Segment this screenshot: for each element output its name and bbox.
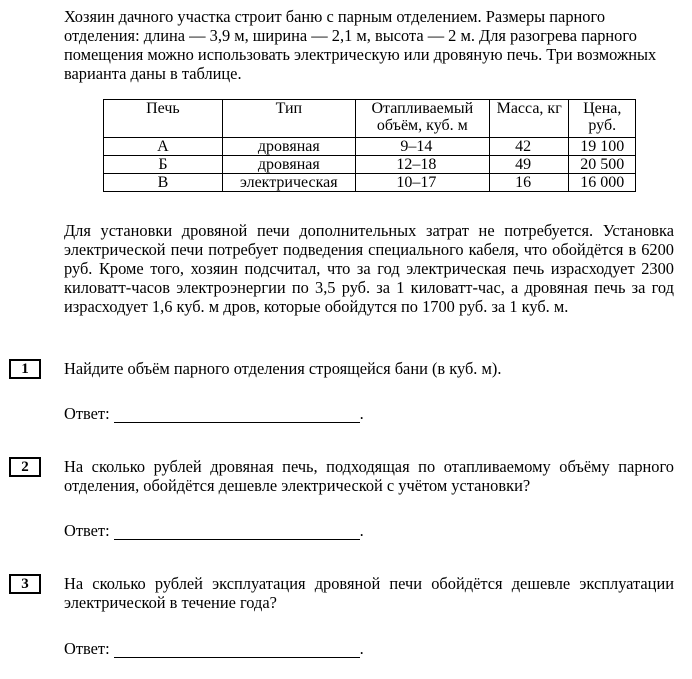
answer-end: . bbox=[359, 521, 364, 540]
table-cell: 9–14 bbox=[355, 138, 489, 156]
question-number-3: 3 bbox=[9, 574, 41, 594]
answer-field-1[interactable] bbox=[114, 405, 360, 423]
table-header-row bbox=[104, 100, 636, 138]
answer-block-1 bbox=[64, 404, 364, 426]
answer-label: Ответ: bbox=[64, 521, 110, 540]
table-cell: 10–17 bbox=[355, 174, 489, 192]
answer-block-3 bbox=[64, 639, 364, 661]
table-cell: 42 bbox=[489, 138, 569, 156]
answer-field-2[interactable] bbox=[114, 522, 360, 540]
column-header-stove: Печь bbox=[104, 100, 223, 138]
table-cell: 19 100 bbox=[569, 138, 636, 156]
table-cell: 20 500 bbox=[569, 156, 636, 174]
table-cell: 16 000 bbox=[569, 174, 636, 192]
table-cell: 12–18 bbox=[355, 156, 489, 174]
table-cell: 16 bbox=[489, 174, 569, 192]
answer-field-3[interactable] bbox=[114, 640, 360, 658]
question-text-3: На сколько рублей эксплуатация дровяной печи обойдётся дешевле эксплуатации электрической в течение года? bbox=[64, 574, 674, 612]
table-cell: 49 bbox=[489, 156, 569, 174]
conditions-paragraph: Для установки дровяной печи дополнительных затрат не потребуется. Установка электрической печи потребует подведения специального кабеля, что обойдётся в 6200 руб. Кроме того, хозяин подсчитал, что за год электрическая печь израсходует 2300 киловатт-часов электроэнергии по 3,5 руб. за 1 киловатт-час, а дровяная печь за год израсходует 1,6 куб. м дров, которые обойдутся по 1700 руб. за 1 куб. м. bbox=[64, 221, 674, 316]
table-cell: В bbox=[104, 174, 223, 192]
table-row bbox=[104, 174, 636, 192]
column-header-type: Тип bbox=[222, 100, 355, 138]
question-number-2: 2 bbox=[9, 457, 41, 477]
table-row bbox=[104, 156, 636, 174]
intro-paragraph: Хозяин дачного участка строит баню с парным отделением. Размеры парного отделения: длина — 3,9 м, ширина — 2,1 м, высота — 2 м. Для разогрева парного помещения можно использовать электрическую или дровяную печь. Три возможных варианта даны в таблице. bbox=[64, 7, 657, 83]
table-cell: Б bbox=[104, 156, 223, 174]
question-text-1: Найдите объём парного отделения строящейся бани (в куб. м). bbox=[64, 359, 502, 378]
answer-end: . bbox=[359, 639, 364, 658]
stoves-table bbox=[103, 99, 636, 192]
question-number-1: 1 bbox=[9, 359, 41, 379]
table-cell: А bbox=[104, 138, 223, 156]
table-cell: дровяная bbox=[222, 156, 355, 174]
answer-label: Ответ: bbox=[64, 404, 110, 423]
answer-block-2 bbox=[64, 521, 364, 543]
table-row bbox=[104, 138, 636, 156]
column-header-price: Цена, руб. bbox=[569, 100, 636, 138]
answer-label: Ответ: bbox=[64, 639, 110, 658]
column-header-mass: Масса, кг bbox=[489, 100, 569, 138]
column-header-volume: Отапливаемый объём, куб. м bbox=[355, 100, 489, 138]
table-cell: электрическая bbox=[222, 174, 355, 192]
question-text-2: На сколько рублей дровяная печь, подходящая по отапливаемому объёму парного отделения, обойдётся дешевле электрической с учётом установки? bbox=[64, 457, 674, 495]
table-cell: дровяная bbox=[222, 138, 355, 156]
answer-end: . bbox=[359, 404, 364, 423]
